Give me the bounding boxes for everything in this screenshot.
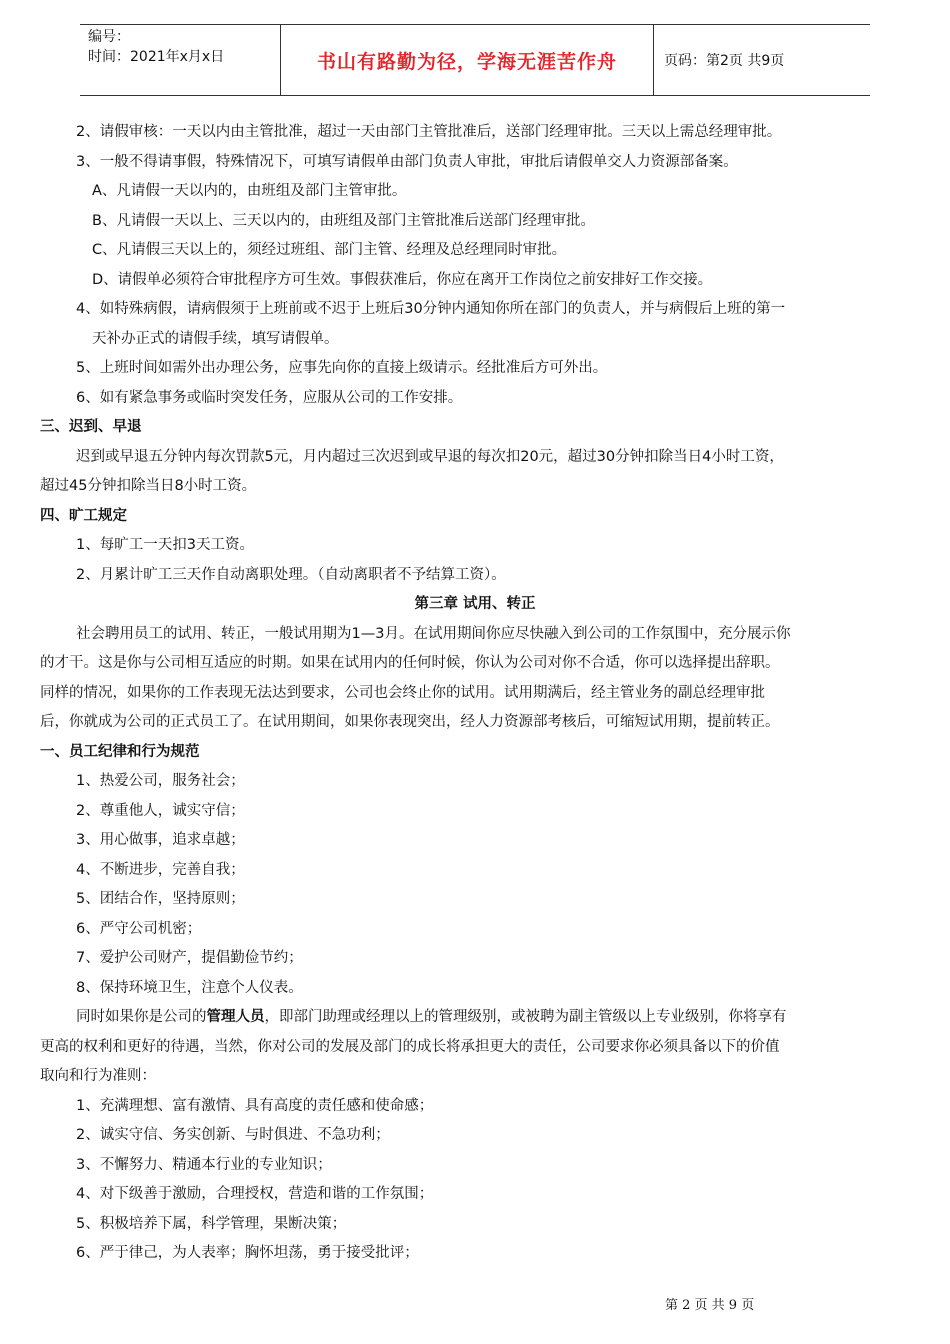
paragraph-line: 4、如特殊病假，请病假须于上班前或不迟于上班后30分钟内通知你所在部门的负责人，并与病假后上班的第一 [76, 301, 786, 317]
bold-term: 管理人员 [206, 1009, 265, 1025]
section-heading: 一、员工纪律和行为规范 [40, 743, 200, 760]
list-item: C、凡请假三天以上的，须经过班组、部门主管、经理及总经理同时审批。 [92, 242, 567, 258]
list-item: 3、用心做事，追求卓越； [76, 832, 245, 848]
section-heading: 四、旷工规定 [40, 507, 127, 524]
list-item: 5、积极培养下属，科学管理，果断决策； [76, 1215, 347, 1232]
paragraph-line: 更高的权利和更好的待遇，当然，你对公司的发展及部门的成长将承担更大的责任，公司要求你必须具备以下的价值 [40, 1038, 780, 1055]
list-item: A、凡请假一天以内的，由班组及部门主管审批。 [92, 183, 407, 199]
paragraph-line: 后，你就成为公司的正式员工了。在试用期间，如果你表现突出，经人力资源部考核后，可缩短试用期，提前转正。 [40, 714, 780, 730]
text-run: ，即部门助理或经理以上的管理级别，或被聘为副主管级以上专业级别，你将享有 [264, 1009, 787, 1025]
paragraph-line: 3、一般不得请事假，特殊情况下，可填写请假单由部门负责人审批，审批后请假单交人力资源部备案。 [76, 153, 738, 170]
list-item: 4、对下级善于激励，合理授权，营造和谐的工作氛围； [76, 1186, 434, 1202]
serial-number-label: 编号： [88, 29, 130, 45]
list-item: 2、尊重他人，诚实守信； [76, 802, 245, 819]
paragraph-line: 5、上班时间如需外出办理公务，应事先向你的直接上级请示。经批准后方可外出。 [76, 360, 608, 376]
header-motto: 书山有路勤为径，学海无涯苦作舟 [281, 25, 654, 95]
time-label: 时间：2021年x月x日 [88, 49, 225, 65]
list-item: 6、严守公司机密； [76, 920, 202, 937]
list-item: 4、不断进步，完善自我； [76, 861, 245, 878]
list-item: 3、不懈努力、精通本行业的专业知识； [76, 1156, 332, 1173]
paragraph-line: 天补办正式的请假手续，填写请假单。 [92, 330, 339, 347]
list-item: 1、充满理想、富有激情、具有高度的责任感和使命感； [76, 1097, 434, 1114]
paragraph-line: 的才干。这是你与公司相互适应的时期。如果在试用内的任何时候，你认为公司对你不合适，你可以选择提出辞职。 [40, 655, 780, 671]
paragraph-line: 同样的情况，如果你的工作表现无法达到要求，公司也会终止你的试用。试用期满后，经主管业务的副总经理审批 [40, 684, 765, 701]
paragraph-line: 迟到或早退五分钟内每次罚款5元，月内超过三次迟到或早退的每次扣20元，超过30分钟扣除当日4小时工资， [76, 448, 784, 465]
paragraph-line: 超过45分钟扣除当日8小时工资。 [40, 478, 257, 494]
paragraph-line: 取向和行为准则： [40, 1068, 156, 1084]
list-item: D、请假单必须符合审批程序方可生效。事假获准后，你应在离开工作岗位之前安排好工作交接。 [92, 271, 713, 288]
page-header [80, 24, 870, 96]
list-item: 8、保持环境卫生，注意个人仪表。 [76, 979, 303, 996]
list-item: 2、月累计旷工三天作自动离职处理。（自动离职者不予结算工资）。 [76, 566, 506, 583]
list-item: 7、爱护公司财产，提倡勤俭节约； [76, 950, 303, 966]
list-item: 5、团结合作，坚持原则； [76, 891, 245, 907]
paragraph-line: 社会聘用员工的试用、转正，一般试用期为1—3月。在试用期间你应尽快融入到公司的工作氛围中，充分展示你 [76, 625, 791, 642]
section-heading: 三、迟到、早退 [40, 419, 142, 435]
header-page-info: 页码：第2页 共9页 [664, 53, 785, 69]
page-footer: 第 2 页 共 9 页 [665, 1298, 755, 1313]
list-item: B、凡请假一天以上、三天以内的，由班组及部门主管批准后送部门经理审批。 [92, 212, 595, 229]
header-left-cell [80, 25, 281, 95]
list-item: 1、每旷工一天扣3天工资。 [76, 537, 254, 553]
text-run: 同时如果你是公司的 [76, 1009, 207, 1025]
chapter-title: 第三章 试用、转正 [414, 596, 536, 612]
paragraph-line: 2、请假审核：一天以内由主管批准，超过一天由部门主管批准后，送部门经理审批。三天以上需总经理审批。 [76, 124, 782, 140]
list-item: 6、严于律己，为人表率；胸怀坦荡，勇于接受批评； [76, 1245, 419, 1261]
paragraph-line: 6、如有紧急事务或临时突发任务，应服从公司的工作安排。 [76, 389, 463, 406]
document-body [40, 118, 910, 1269]
list-item: 1、热爱公司，服务社会； [76, 773, 245, 789]
paragraph-line [40, 1003, 910, 1033]
list-item: 2、诚实守信、务实创新、与时俱进、不急功利； [76, 1127, 390, 1143]
